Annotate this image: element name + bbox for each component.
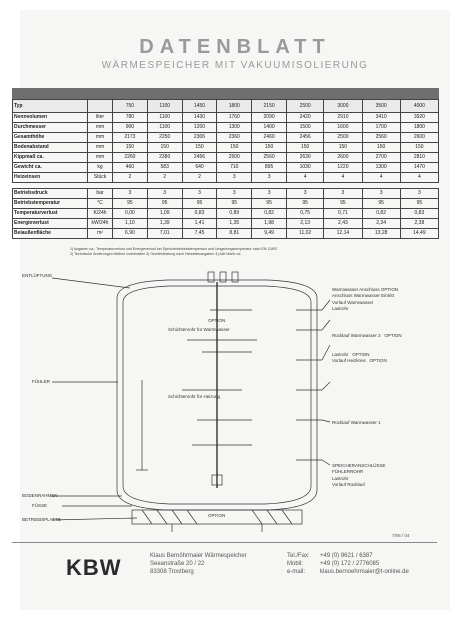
table-cell: 2 <box>113 173 148 183</box>
row-label: Betriebstemperatur <box>13 199 88 209</box>
table-cell: 150 <box>286 143 323 153</box>
table-cell: 895 <box>252 163 287 173</box>
table-cell: 0,75 <box>286 209 323 219</box>
table-cell: 1100 <box>147 123 182 133</box>
page-subtitle: WÄRMESPEICHER MIT VAKUUMISOLIERUNG <box>101 60 369 71</box>
label-betriebsplatte: BETRIEBSPLATTE <box>22 517 61 522</box>
table-cell: 1200 <box>182 123 217 133</box>
spec-table <box>12 99 439 239</box>
table-row <box>13 163 439 173</box>
table-row <box>13 219 439 229</box>
company-logo: KBW <box>66 555 122 580</box>
label-schichtenrohr-ww: Schichtenrohr für Warmwasser <box>168 327 230 332</box>
row-label: Betriebsdruck <box>13 189 88 199</box>
row-unit: m² <box>88 229 113 239</box>
table-cell: 460 <box>113 163 148 173</box>
table-cell: 3 <box>286 189 323 199</box>
label-fuhler: FÜHLER <box>32 379 51 384</box>
table-cell: 3 <box>217 173 252 183</box>
table-row <box>13 229 439 239</box>
table-cell: 710 <box>217 163 252 173</box>
table-cell: 1,10 <box>113 219 148 229</box>
table-cell: 9,49 <box>252 229 287 239</box>
table-row <box>13 133 439 143</box>
table-row <box>13 143 439 153</box>
table-cell: 1300 <box>217 123 252 133</box>
label-fusse: FÜSSE <box>32 503 48 508</box>
table-cell: 4 <box>324 173 362 183</box>
table-row <box>13 123 439 133</box>
table-cell: 0,00 <box>113 209 148 219</box>
label-entluftung: ENTLÜFTUNG <box>22 273 53 278</box>
table-cell: 2420 <box>286 113 323 123</box>
label-right: Vorlauf Warmwasser Lastrohr <box>332 300 374 311</box>
table-cell: 1030 <box>286 163 323 173</box>
footnotes <box>70 247 430 257</box>
table-cell: 95 <box>362 199 400 209</box>
col-header: 1100 <box>147 100 182 113</box>
row-label: Kippmaß ca. <box>13 153 88 163</box>
table-cell: 150 <box>252 143 287 153</box>
table-cell: 2173 <box>113 133 148 143</box>
spec-body-b <box>13 189 439 239</box>
row-label: Heizeinsen <box>13 173 88 183</box>
table-cell: 1,41 <box>182 219 217 229</box>
col-header: 3500 <box>362 100 400 113</box>
table-cell: 4 <box>362 173 400 183</box>
label-right: Vorlauf Heizkreis OPTION <box>332 358 387 363</box>
row-unit: liter <box>88 113 113 123</box>
table-cell: 0,89 <box>217 209 252 219</box>
col-header: 1450 <box>182 100 217 113</box>
table-cell: 95 <box>182 199 217 209</box>
table-cell: 2,34 <box>362 219 400 229</box>
table-cell: 2910 <box>324 113 362 123</box>
footnote: 1) Angaben ca.; Temperaturverlust und Energieverlust bei Speicherbetriebstemperatur und Umgebungstemperatur nach EN 12897 <box>70 247 278 251</box>
table-cell: 2360 <box>217 133 252 143</box>
row-label: Durchmesser <box>13 123 88 133</box>
table-cell: 95 <box>217 199 252 209</box>
table-cell: 0,82 <box>252 209 287 219</box>
table-cell: 0,83 <box>400 209 438 219</box>
spec-body-a <box>13 113 439 183</box>
table-cell: 2,38 <box>400 219 438 229</box>
table-cell: 1,39 <box>147 219 182 229</box>
row-label: Beiaußenfläche <box>13 229 88 239</box>
table-cell: 3 <box>113 189 148 199</box>
table-cell: 900 <box>113 123 148 133</box>
table-cell: 7,45 <box>182 229 217 239</box>
table-row <box>13 199 439 209</box>
table-cell: 1760 <box>217 113 252 123</box>
spec-header-row <box>13 100 439 113</box>
table-cell: 2700 <box>362 153 400 163</box>
table-cell: 3410 <box>362 113 400 123</box>
table-cell: 1220 <box>324 163 362 173</box>
col-header: 4000 <box>400 100 438 113</box>
table-cell: 95 <box>252 199 287 209</box>
row-unit: mm <box>88 123 113 133</box>
table-cell: 1,09 <box>147 209 182 219</box>
table-cell: 150 <box>113 143 148 153</box>
col-header: 1800 <box>217 100 252 113</box>
table-cell: 3 <box>252 189 287 199</box>
row-label: Gewicht ca. <box>13 163 88 173</box>
table-cell: 150 <box>217 143 252 153</box>
table-cell: 3 <box>400 189 438 199</box>
table-cell: 6,90 <box>113 229 148 239</box>
table-cell: 0,82 <box>362 209 400 219</box>
table-cell: 150 <box>362 143 400 153</box>
label-right: Rücklauf Warmwasser 2 OPTION <box>332 333 402 338</box>
label-option-bottom: OPTION <box>208 513 226 518</box>
label-right: SPEICHERANSCHLÜSSE FÜHLERROHR <box>332 463 386 474</box>
table-row <box>13 173 439 183</box>
table-cell: 2250 <box>147 133 182 143</box>
table-cell: 150 <box>324 143 362 153</box>
label-schichtenrohr-heizung: Schichtenrohr für Heizung <box>168 394 221 399</box>
table-cell: 1600 <box>324 123 362 133</box>
table-cell: 2460 <box>252 133 287 143</box>
col-header: 2500 <box>286 100 323 113</box>
label-option-top: OPTION <box>208 318 226 323</box>
page-title: DATENBLATT <box>139 36 331 58</box>
col-header: 3000 <box>324 100 362 113</box>
table-cell: 3 <box>362 189 400 199</box>
row-unit: mm <box>88 143 113 153</box>
table-cell: 2810 <box>400 153 438 163</box>
table-cell: 2 <box>182 173 217 183</box>
table-cell: 3 <box>147 189 182 199</box>
table-cell: 3 <box>252 173 287 183</box>
table-cell: 95 <box>147 199 182 209</box>
footer-divider <box>12 542 437 543</box>
table-cell: 1,98 <box>252 219 287 229</box>
label-right: Warmwasser Anschluss OPTION Anschluss Warmwasser Eintritt <box>332 287 399 298</box>
table-cell: 3920 <box>400 113 438 123</box>
table-cell: 1800 <box>400 123 438 133</box>
table-cell: 4 <box>286 173 323 183</box>
table-cell: 2560 <box>252 153 287 163</box>
table-cell: 95 <box>286 199 323 209</box>
table-cell: 3 <box>217 189 252 199</box>
table-cell: 3 <box>324 189 362 199</box>
row-unit: bar <box>88 189 113 199</box>
table-cell: 780 <box>113 113 148 123</box>
table-cell: 4 <box>400 173 438 183</box>
table-cell: 2,13 <box>286 219 323 229</box>
table-cell: 1300 <box>362 163 400 173</box>
table-cell: 2,43 <box>324 219 362 229</box>
row-label: Nennvolumen <box>13 113 88 123</box>
table-cell: 0,71 <box>324 209 362 219</box>
row-unit: K/24h <box>88 209 113 219</box>
row-unit: Stück <box>88 173 113 183</box>
table-row <box>13 153 439 163</box>
table-cell: 0,83 <box>182 209 217 219</box>
table-cell: 2600 <box>324 153 362 163</box>
table-cell: 2380 <box>147 153 182 163</box>
table-row <box>13 189 439 199</box>
table-cell: 11,02 <box>286 229 323 239</box>
table-cell: 2090 <box>252 113 287 123</box>
table-cell: 95 <box>113 199 148 209</box>
row-unit: mm <box>88 153 113 163</box>
table-cell: 150 <box>182 143 217 153</box>
row-label: Energieverlust <box>13 219 88 229</box>
table-cell: 13,28 <box>362 229 400 239</box>
table-cell: 2 <box>147 173 182 183</box>
row-label: Bodenabstand <box>13 143 88 153</box>
table-row <box>13 113 439 123</box>
table-cell: 2600 <box>400 133 438 143</box>
page-code: 7/06 / 04 <box>392 533 410 538</box>
table-cell: 1470 <box>400 163 438 173</box>
table-cell: 2456 <box>182 153 217 163</box>
table-cell: 12,14 <box>324 229 362 239</box>
row-unit: kg <box>88 163 113 173</box>
row-unit: mm <box>88 133 113 143</box>
table-cell: 95 <box>400 199 438 209</box>
contact-info: Tel./Fax: +49 (0) 8621 / 6387 Mobil: +49 (0) 172 / 2776085 e-mail: klaus.bernoehrmaier@t-online.de <box>287 553 409 575</box>
table-cell: 7,01 <box>147 229 182 239</box>
label-right: Rücklauf Warmwasser 1 <box>332 420 381 425</box>
type-label: Typ <box>13 100 88 113</box>
table-cell: 1500 <box>286 123 323 133</box>
table-cell: 2260 <box>113 153 148 163</box>
table-cell: 2630 <box>286 153 323 163</box>
row-label: Gesamthöhe <box>13 133 88 143</box>
table-cell: 1,35 <box>217 219 252 229</box>
table-cell: 150 <box>147 143 182 153</box>
table-cell: 1100 <box>147 113 182 123</box>
table-cell: 8,81 <box>217 229 252 239</box>
table-cell: 2500 <box>324 133 362 143</box>
table-cell: 1700 <box>362 123 400 133</box>
table-cell: 3 <box>182 189 217 199</box>
row-unit: kW/24h <box>88 219 113 229</box>
company-address: Klaus Bernöhrmaier Wärmespeicher Seeanstraße 20 / 22 83308 Trostberg <box>150 553 247 575</box>
table-cell: 2456 <box>286 133 323 143</box>
label-right: Lastrohr Vorlauf Rücklauf <box>332 476 365 487</box>
table-cell: 95 <box>324 199 362 209</box>
col-header: 750 <box>113 100 148 113</box>
email-link[interactable]: e-mail: klaus.bernoehrmaier@t-online.de <box>287 569 409 575</box>
table-cell: 2306 <box>182 133 217 143</box>
table-cell: 150 <box>400 143 438 153</box>
row-label: Temperaturverlust <box>13 209 88 219</box>
row-unit: °C <box>88 199 113 209</box>
table-row <box>13 209 439 219</box>
table-cell: 1400 <box>252 123 287 133</box>
label-bodenrahmen: BODENRAHMEN <box>22 493 58 498</box>
table-cell: 2500 <box>217 153 252 163</box>
col-header: 2150 <box>252 100 287 113</box>
table-cell: 583 <box>147 163 182 173</box>
footnote: 2) Technische Änderungen bleiben vorbehalten 3) Gewährleistung nach Herstellerangaben 4) Alle Maße ca. <box>70 252 242 256</box>
table-cell: 14,49 <box>400 229 438 239</box>
table-cell: 2560 <box>362 133 400 143</box>
label-right: Lastrohr OPTION <box>332 352 370 357</box>
table-cell: 640 <box>182 163 217 173</box>
table-cell: 1430 <box>182 113 217 123</box>
